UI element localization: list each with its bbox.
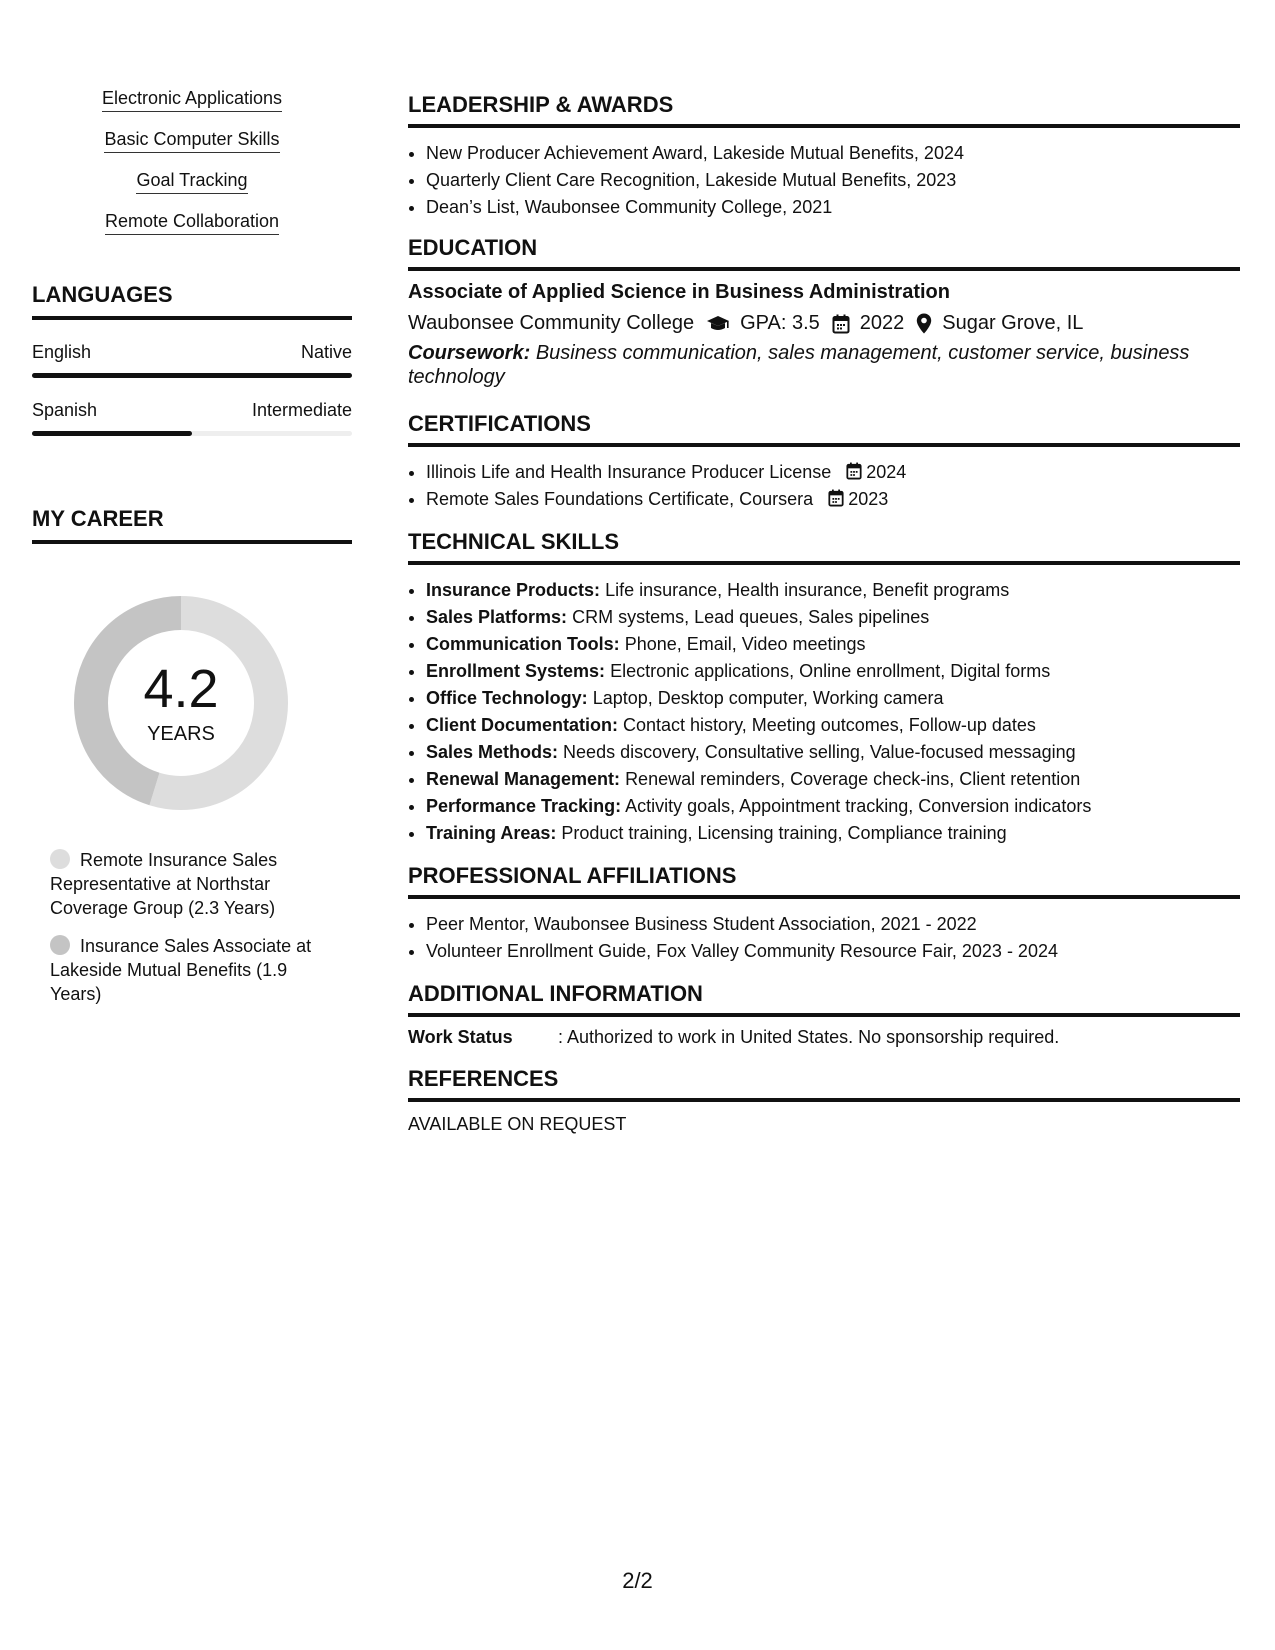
calendar-icon [832,314,850,334]
graduation-year: 2022 [859,312,905,334]
list-item: • Client Documentation: Contact history, Meeting outcomes, Follow-up dates [426,712,1240,739]
career-legend-item: Remote Insurance Sales Representative at Northstar Coverage Group (2.3 Years) [50,850,278,918]
list-item: • Remote Sales Foundations Certificate, Coursera 2023 [426,486,1240,513]
skill-tag: Basic Computer Skills [32,129,352,150]
skill-tag: Remote Collaboration [32,211,352,232]
languages-heading: LANGUAGES [32,282,352,320]
career-legend-item: Insurance Sales Associate at Lakeside Mutual Benefits (1.9 Years) [50,936,312,1004]
list-item: • Office Technology: Laptop, Desktop computer, Working camera [426,685,1240,712]
references-heading: REFERENCES [408,1066,1240,1102]
school-name: Waubonsee Community College [408,312,695,334]
language-bar-fill [32,373,352,378]
list-item: • Illinois Life and Health Insurance Producer License 2024 [426,459,1240,486]
list-item: • Dean’s List, Waubonsee Community College, 2021 [426,194,1240,221]
leadership-section [408,92,1240,221]
education-heading: EDUCATION [408,235,1240,271]
calendar-icon [846,462,862,480]
affiliations-section [408,863,1240,965]
languages-section [32,282,352,436]
certifications-section [408,411,1240,513]
legend-dot-icon [50,849,70,869]
work-status-label: Work Status [408,1027,513,1047]
list-item: • Performance Tracking: Activity goals, Appointment tracking, Conversion indicators [426,793,1240,820]
graduation-cap-icon [706,315,730,333]
list-item: • Sales Methods: Needs discovery, Consultative selling, Value-focused messaging [426,739,1240,766]
career-total-value: 4.2 [143,658,219,719]
certification-year: 2023 [848,489,889,509]
certification-year: 2024 [866,462,907,482]
school-location: Sugar Grove, IL [942,312,1084,334]
technical-skills-heading: TECHNICAL SKILLS [408,529,1240,565]
list-item: • Insurance Products: Life insurance, Health insurance, Benefit programs [426,577,1240,604]
career-donut-chart [66,588,296,818]
additional-info-section [408,981,1240,1048]
location-pin-icon [916,313,932,334]
skill-list [32,88,352,232]
language-name: Spanish [32,400,98,420]
list-item: • New Producer Achievement Award, Lakeside Mutual Benefits, 2024 [426,140,1240,167]
technical-skills-section [408,529,1240,847]
list-item: • Training Areas: Product training, Licensing training, Compliance training [426,820,1240,847]
career-legend [32,848,352,1006]
language-level: Intermediate [251,400,352,420]
page-number: 2/2 [622,1568,653,1593]
degree-title: Associate of Applied Science in Business Administration [408,281,950,303]
coursework-text: Business communication, sales management, customer service, business technology [408,342,1190,388]
skill-tag: Electronic Applications [32,88,352,109]
education-section [408,235,1240,389]
language-level: Native [300,342,352,362]
work-status-row [408,1027,1240,1048]
list-item: • Renewal Management: Renewal reminders, Coverage check-ins, Client retention [426,766,1240,793]
list-item: • Enrollment Systems: Electronic applications, Online enrollment, Digital forms [426,658,1240,685]
coursework [408,341,1240,389]
career-total-unit: YEARS [147,722,215,745]
coursework-label: Coursework: [408,342,531,364]
additional-info-heading: ADDITIONAL INFORMATION [408,981,1240,1017]
list-item: • Communication Tools: Phone, Email, Video meetings [426,631,1240,658]
education-details [408,312,1240,335]
language-item [32,400,352,436]
language-item [32,342,352,378]
affiliations-heading: PROFESSIONAL AFFILIATIONS [408,863,1240,899]
calendar-icon [828,489,844,507]
career-heading: MY CAREER [32,506,352,544]
language-name: English [32,342,92,362]
skill-tag: Goal Tracking [32,170,352,191]
leadership-heading: LEADERSHIP & AWARDS [408,92,1240,128]
list-item: • Quarterly Client Care Recognition, Lakeside Mutual Benefits, 2023 [426,167,1240,194]
sidebar [32,80,352,1020]
list-item: • Volunteer Enrollment Guide, Fox Valley Community Resource Fair, 2023 - 2024 [426,938,1240,965]
gpa: GPA: 3.5 [740,312,820,334]
language-bar-fill [32,431,192,436]
language-bar [32,373,352,378]
work-status-value: : Authorized to work in United States. No sponsorship required. [558,1027,1060,1047]
language-bar [32,431,352,436]
career-section [32,506,352,1006]
certifications-heading: CERTIFICATIONS [408,411,1240,447]
list-item: • Peer Mentor, Waubonsee Business Student Association, 2021 - 2022 [426,911,1240,938]
main-content [408,92,1240,1149]
legend-dot-icon [50,935,70,955]
references-section [408,1066,1240,1135]
list-item: • Sales Platforms: CRM systems, Lead queues, Sales pipelines [426,604,1240,631]
references-text: AVAILABLE ON REQUEST [408,1114,627,1134]
